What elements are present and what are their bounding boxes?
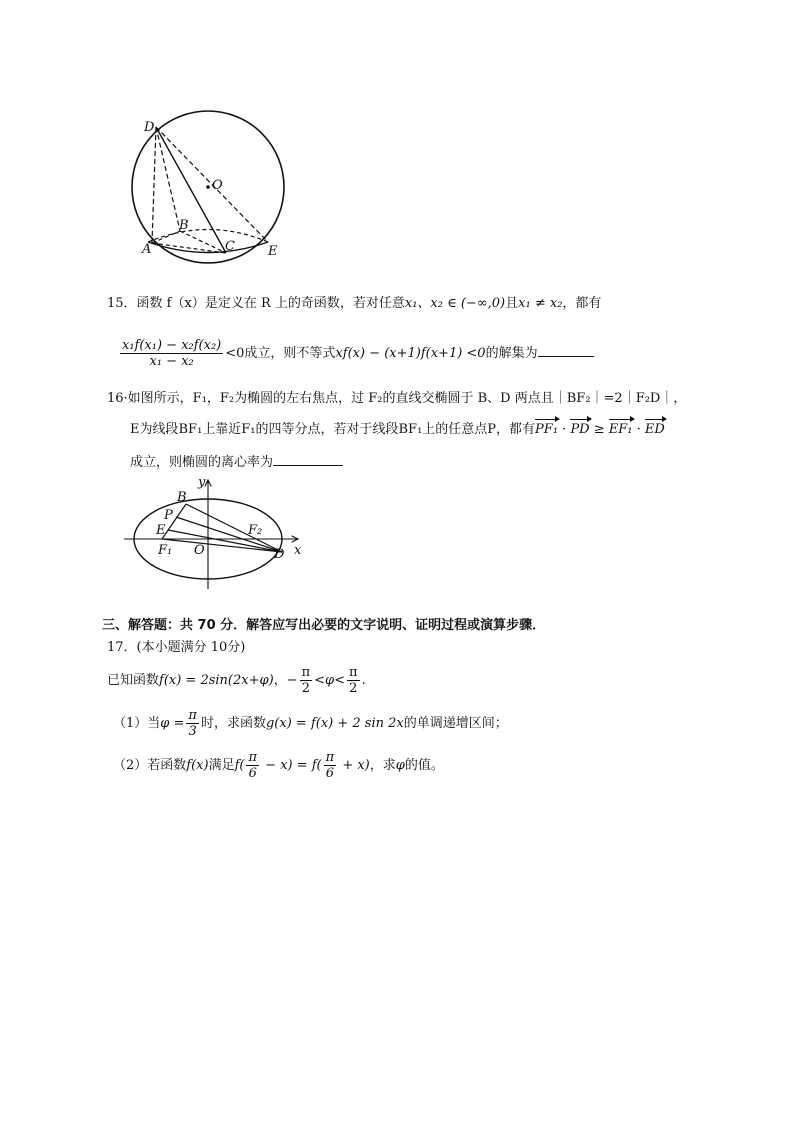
q15-cond: x₁ ≠ x₂ bbox=[518, 296, 563, 311]
q15-text3: ，都有 bbox=[562, 296, 602, 311]
q17-lt: <φ< bbox=[314, 673, 346, 688]
q17-frac-pi-2-a bbox=[300, 665, 313, 696]
vector-PF1: PF₁ bbox=[535, 420, 558, 440]
ge-operator: ≥ bbox=[589, 422, 609, 437]
frac-num: π bbox=[301, 665, 311, 680]
q17-minus: − bbox=[286, 673, 298, 688]
q17-frac-pi-3 bbox=[186, 708, 199, 739]
label-B: B bbox=[179, 218, 189, 233]
frac-num: π bbox=[325, 750, 335, 765]
q17-given: 已知函数 bbox=[107, 673, 160, 688]
q15-vars: x₁、x₂ ∈ (−∞,0) bbox=[404, 296, 506, 311]
q17-plus-x: + x) bbox=[338, 758, 370, 773]
ellipse-back bbox=[148, 230, 268, 243]
q17-p1c: 的单调递增区间； bbox=[403, 716, 508, 731]
label-D: D bbox=[144, 120, 155, 135]
frac-den: 2 bbox=[301, 681, 311, 696]
label-E: E bbox=[156, 523, 166, 538]
q15-text1: 函数 f（x）是定义在 R 上的奇函数，若对任意 bbox=[136, 296, 405, 311]
q16-answer-blank[interactable] bbox=[273, 451, 343, 466]
q15-text2: 且 bbox=[505, 296, 519, 311]
q17-p2c: ，求 bbox=[369, 758, 396, 773]
dot-operator-2: · bbox=[632, 422, 645, 437]
q17-given-line bbox=[107, 665, 366, 696]
q15-text5: 的解集为 bbox=[485, 346, 538, 361]
label-O: O bbox=[212, 178, 223, 193]
dot-operator: · bbox=[558, 422, 571, 437]
q17-p2d: 的值。 bbox=[404, 758, 444, 773]
label-x: x bbox=[294, 543, 302, 558]
frac-num: π bbox=[188, 708, 197, 723]
q15-frac-num: x₁f(x₁) − x₂f(x₂) bbox=[122, 338, 222, 353]
label-C: C bbox=[225, 239, 235, 254]
frac-den: 2 bbox=[349, 681, 358, 696]
q17-g: g(x) = f(x) + 2 sin 2x bbox=[265, 716, 404, 731]
q17-frac-pi-6-a bbox=[246, 750, 259, 781]
q16-line3 bbox=[130, 451, 343, 473]
q15-answer-blank[interactable] bbox=[538, 342, 594, 357]
q17-header: 17．(本小题满分 10分) bbox=[107, 640, 246, 655]
q17-p1a: （1）当 bbox=[113, 716, 161, 731]
q15-ineq: xf(x) − (x+1)f(x+1) <0 bbox=[335, 346, 486, 361]
q17-fx: f(x) bbox=[186, 758, 209, 773]
figure-circle-pyramid bbox=[120, 105, 295, 270]
q15-frac-den: x₁ − x₂ bbox=[149, 354, 194, 369]
label-D: D bbox=[274, 547, 285, 562]
q16-line1: 16·如图所示，F₁，F₂为椭圆的左右焦点，过 F₂的直线交椭圆于 B、D 两点且｜BF₂｜=2｜F₂D｜， bbox=[107, 391, 687, 406]
label-y: y bbox=[198, 475, 206, 490]
label-E: E bbox=[268, 244, 278, 259]
q15-line2 bbox=[118, 338, 594, 369]
label-B: B bbox=[177, 490, 187, 505]
q17-comma: ， bbox=[273, 673, 287, 688]
vector-EF1: EF₁ bbox=[609, 420, 633, 440]
q15-text4: <0成立，则不等式 bbox=[225, 346, 336, 361]
q17-frac-pi-2-b bbox=[347, 665, 360, 696]
q17-part1 bbox=[113, 708, 508, 739]
vector-ED: ED bbox=[645, 420, 665, 440]
q17-phi: φ bbox=[395, 758, 405, 773]
q17-p2b: 满足 bbox=[208, 758, 235, 773]
q15-line1 bbox=[107, 294, 601, 314]
figure-ellipse bbox=[122, 474, 312, 592]
q15-fraction bbox=[120, 338, 223, 369]
label-F1: F₁ bbox=[158, 543, 173, 558]
q17-f-open: f( bbox=[234, 758, 245, 773]
frac-den: 3 bbox=[188, 724, 197, 739]
section3-title: 三、解答题：共 70 分．解答应写出必要的文字说明、证明过程或演算步骤． bbox=[102, 618, 546, 633]
frac-den: 6 bbox=[325, 766, 335, 781]
q16-line2 bbox=[130, 420, 665, 440]
q16-line3-text: 成立，则椭圆的离心率为 bbox=[130, 455, 274, 470]
q17-p2a: （2）若函数 bbox=[113, 758, 187, 773]
q15-number: 15． bbox=[107, 296, 137, 311]
q17-part2 bbox=[113, 750, 444, 781]
q17-end: . bbox=[361, 673, 366, 688]
q17-func: f(x) = 2sin(2x+φ) bbox=[159, 673, 274, 688]
label-A: A bbox=[142, 242, 152, 257]
frac-num: π bbox=[349, 665, 358, 680]
q17-minus-x: − x) = f( bbox=[261, 758, 322, 773]
vector-PD: PD bbox=[570, 420, 589, 440]
label-P: P bbox=[164, 508, 173, 523]
q17-frac-pi-6-b bbox=[324, 750, 337, 781]
frac-den: 6 bbox=[248, 766, 257, 781]
q16-line2-text: E为线段BF₁上靠近F₁的四等分点，若对于线段BF₁上的任意点P，都有 bbox=[130, 422, 536, 437]
q17-p1b: 时，求函数 bbox=[200, 716, 266, 731]
label-O: O bbox=[194, 543, 205, 558]
q17-phi-eq: φ = bbox=[160, 716, 185, 731]
frac-num: π bbox=[248, 750, 258, 765]
label-F2: F₂ bbox=[248, 523, 263, 538]
